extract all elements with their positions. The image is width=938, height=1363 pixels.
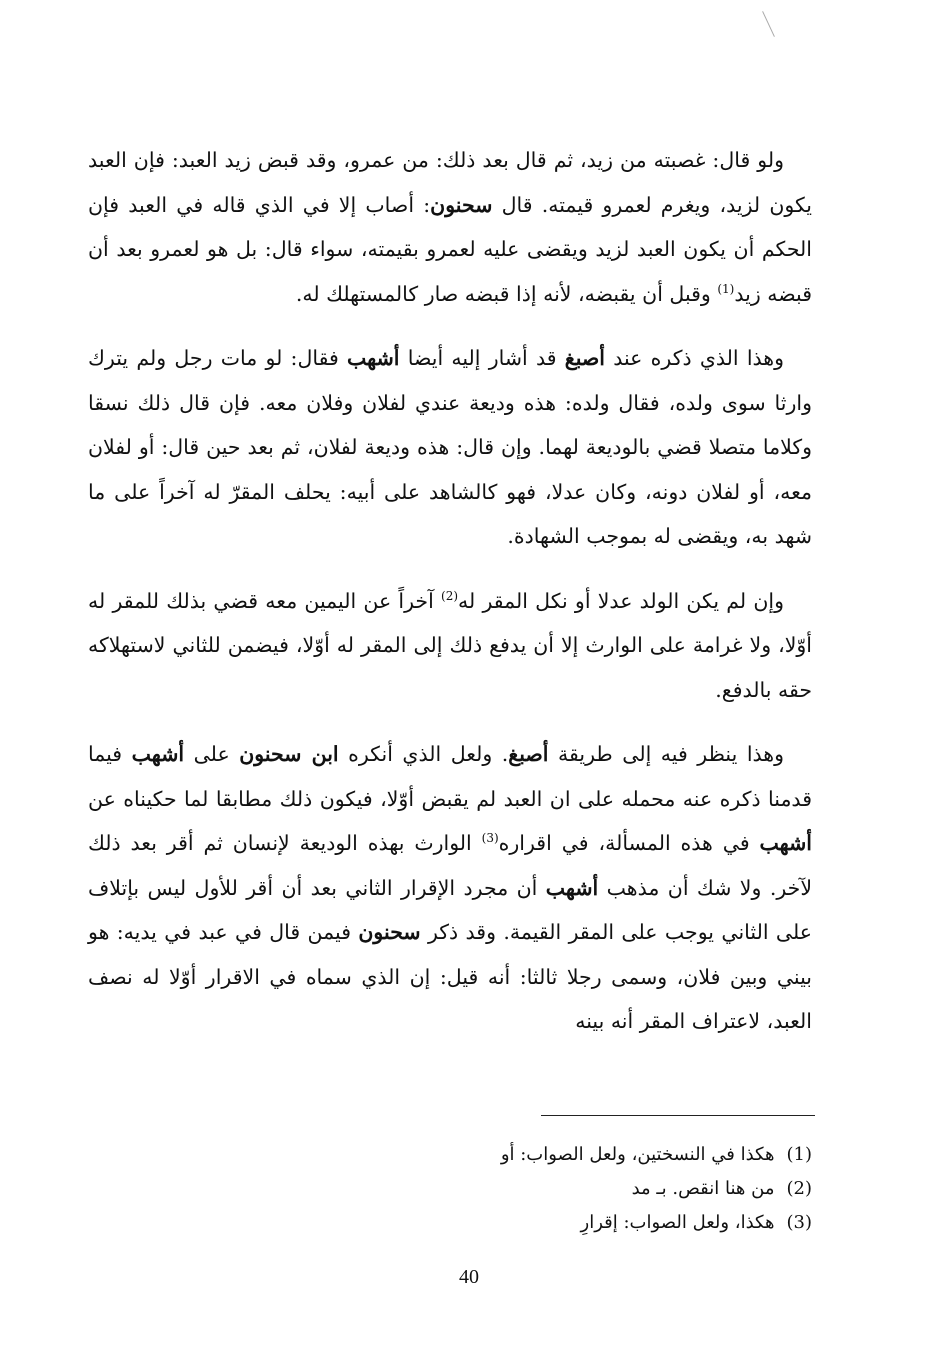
footnote-number: (2) <box>786 1178 812 1199</box>
emphasized-name: أشهب <box>759 831 812 855</box>
text-run: : أصاب إلا في الذي قاله في العبد فإن الحكم أن يكون العبد لزيد ويقضى عليه لعمرو بقيمته، سواء قال: بل هو لعمرو بعد أن قبضه زيد <box>88 192 812 306</box>
text-run: وإن لم يكن الولد عدلا أو نكل المقر له <box>458 588 784 613</box>
text-run: قد أشار إليه أيضا <box>399 346 565 370</box>
footnote-item <box>312 1138 812 1172</box>
text-run: في هذه المسألة، في اقراره <box>498 831 760 855</box>
footnote-text: هكذا، ولعل الصواب: إقرارِ <box>580 1212 775 1233</box>
footnote-item <box>312 1172 812 1206</box>
paragraph <box>88 579 812 713</box>
footnote-number: (1) <box>786 1144 812 1165</box>
scan-mark <box>762 11 775 37</box>
emphasized-name: أشهب <box>131 742 185 766</box>
footnote-text: من هنا انقص. بـ مد <box>631 1178 775 1199</box>
emphasized-name: أشهب <box>545 875 599 900</box>
footnote-marker: (1) <box>717 281 735 296</box>
paragraph <box>88 732 812 1044</box>
text-run: . ولعل الذي أنكره <box>338 742 509 766</box>
footnote-item <box>312 1206 812 1240</box>
text-run: آخراً عن اليمين معه قضي بذلك للمقر له أوّلا، ولا غرامة على الوارث إلا أن يدفع ذلك إلى المقر له أوّلا، فيضمن للثاني لاستهلاكه حقه بالدفع. <box>88 588 812 702</box>
paragraph <box>88 138 812 316</box>
emphasized-name: أصبغ <box>564 346 605 370</box>
paragraph <box>88 336 812 559</box>
footnote-number: (3) <box>786 1212 812 1233</box>
text-run: على <box>184 742 240 766</box>
emphasized-name: ابن سحنون <box>239 742 339 766</box>
emphasized-name: أصبغ <box>508 742 549 766</box>
text-run: أن مجرد الإقرار الثاني بعد أن أقر للأول ليس بإتلاف على الثاني يوجب على المقر القيمة. وقد ذكر <box>88 875 812 944</box>
emphasized-name: أشهب <box>347 346 400 370</box>
text-run: فيما قدمنا ذكره عنه محمله على ان العبد لم يقبض أوّلا، فيكون ذلك مطابقا لما حكيناه عن <box>88 742 812 811</box>
footnote-divider <box>541 1115 815 1116</box>
text-run: وقبل أن يقبضه، لأنه إذا قبضه صار كالمستهلك له. <box>295 281 718 306</box>
page-number: 40 <box>459 1266 479 1288</box>
text-run: فيمن قال في عبد في يديه: هو بيني وبين فلان، وسمى رجلا ثالثا: أنه قيل: إن الذي سماه في الاقرار أوّلا له نصف العبد، لاعتراف المقر أنه بينه <box>88 920 812 1033</box>
text-run: وهذا الذي ذكره عند <box>605 346 784 370</box>
text-run: فقال: لو مات رجل ولم يترك وارثا سوى ولده، فقال ولده: هذه وديعة عندي لفلان وفلان معه. فإن قال ذلك نسقا وكلاما متصلا قضي بالوديعة لهما. وإن قال: هذه وديعة لفلان، ثم بعد حين قال: أو لفلان معه، أو لفلان دونه، وكان عدلا، فهو كالشاهد على أبيه: يحلف المقرّ له آخراً على ما شهد به، ويقضى له بموجب الشهادة. <box>88 346 812 548</box>
emphasized-name: سحنون <box>358 920 421 944</box>
text-run: الوارث بهذه الوديعة لإنسان ثم أقر بعد ذلك لآخر. ولا شك أن مذهب <box>88 831 813 900</box>
footnote-marker: (3) <box>481 831 499 846</box>
emphasized-name: سحنون <box>430 192 493 217</box>
footnotes <box>312 1138 812 1240</box>
main-text <box>88 138 812 1064</box>
text-run: وهذا ينظر فيه إلى طريقة <box>548 742 784 766</box>
footnote-text: هكذا في النسختين، ولعل الصواب: أو <box>500 1144 775 1165</box>
footnote-marker: (2) <box>441 588 459 603</box>
text-run: ولو قال: غصبته من زيد، ثم قال بعد ذلك: من عمرو، وقد قبض زيد العبد: فإن العبد يكون لزيد، ويغرم لعمرو قيمته. قال <box>88 148 812 217</box>
